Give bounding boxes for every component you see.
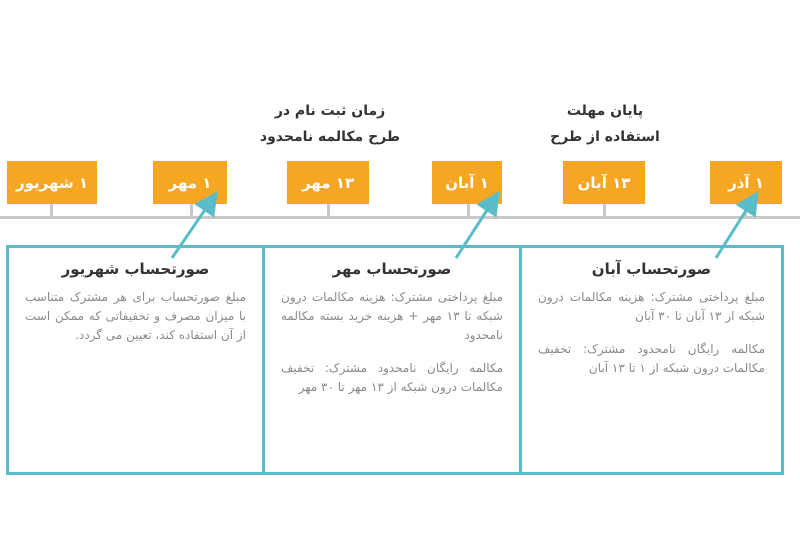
date-1-aban: ۱ آبان bbox=[432, 161, 502, 204]
panel-shahrivar-paragraph: مبلغ صورتحساب برای هر مشترک متناسب با میزان مصرف و تخفیفاتی که ممکن است از آن استفاده کند، تعیین می گردد. bbox=[25, 290, 246, 342]
panel-shahrivar-title: صورتحساب شهریور bbox=[61, 260, 210, 278]
panel-aban-paragraph-paid: مبلغ پرداختی مشترک: هزینه مکالمات درون شبکه از ۱۳ آبان تا ۳۰ آبان bbox=[538, 290, 765, 323]
date-13-mehr: ۱۳ مهر bbox=[287, 161, 369, 204]
arrow-mehr-to-1-aban bbox=[456, 201, 493, 258]
caption-deadline-line2: استفاده از طرح bbox=[550, 129, 660, 145]
arrow-shahrivar-to-1-mehr bbox=[172, 201, 211, 258]
caption-deadline-line1: پایان مهلت bbox=[566, 103, 644, 119]
panel-mehr-title: صورتحساب مهر bbox=[332, 260, 452, 278]
panel-aban-title: صورتحساب آبان bbox=[591, 260, 712, 278]
date-1-shahrivar: ۱ شهریور bbox=[7, 161, 97, 204]
panel-mehr-paragraph-free: مکالمه رایگان نامحدود مشترک: تخفیف مکالمات درون شبکه از ۱۳ مهر تا ۳۰ مهر bbox=[281, 361, 503, 394]
arrow-aban-to-1-azar bbox=[716, 201, 752, 258]
caption-registration-line1: زمان ثبت نام در bbox=[274, 103, 386, 119]
panel-mehr-paragraph-paid: مبلغ پرداختی مشترک: هزینه مکالمات درون شبکه تا ۱۳ مهر + هزینه خرید بسته مکالمه نامحدود bbox=[281, 290, 503, 342]
date-13-aban: ۱۳ آبان bbox=[563, 161, 645, 204]
date-1-mehr: ۱ مهر bbox=[153, 161, 227, 204]
date-1-azar: ۱ آذر bbox=[710, 161, 782, 204]
panel-aban-paragraph-free: مکالمه رایگان نامحدود مشترک: تخفیف مکالمات درون شبکه از ۱ تا ۱۳ آبان bbox=[538, 342, 765, 375]
caption-registration-line2: طرح مکالمه نامحدود bbox=[259, 129, 401, 145]
